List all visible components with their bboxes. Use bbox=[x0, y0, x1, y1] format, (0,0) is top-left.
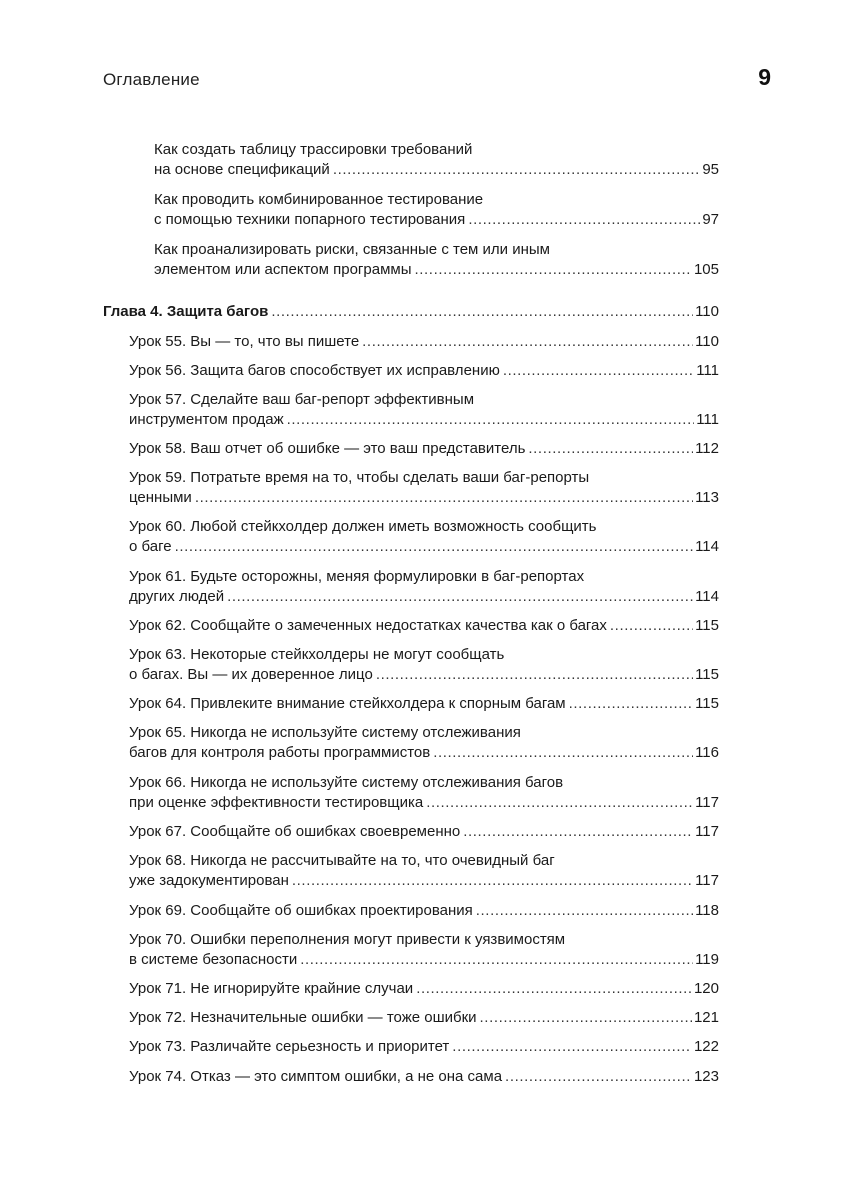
running-head-title: Оглавление bbox=[103, 70, 200, 89]
toc-entry-text: на основе спецификаций bbox=[154, 161, 330, 178]
toc-entry-text: элементом или аспектом программы bbox=[154, 261, 412, 278]
toc-entry[interactable] bbox=[129, 468, 719, 508]
toc-chapter-entry[interactable] bbox=[103, 302, 719, 322]
toc-page-number: 117 bbox=[695, 823, 719, 840]
toc-page-number: 116 bbox=[695, 744, 719, 761]
toc-entry-text: Урок 60. Любой стейкхолдер должен иметь возможность сообщить bbox=[129, 518, 597, 535]
toc-entry-text: Урок 72. Незначительные ошибки — тоже ошибки bbox=[129, 1009, 477, 1026]
toc-entry[interactable] bbox=[129, 332, 719, 352]
toc-entry[interactable] bbox=[129, 979, 719, 999]
dot-leader bbox=[227, 587, 693, 607]
toc-page-number: 115 bbox=[695, 666, 719, 683]
toc-page-number: 121 bbox=[693, 1009, 719, 1026]
toc-entry-text: Как создать таблицу трассировки требований bbox=[154, 141, 473, 158]
toc-entry-text: ценными bbox=[129, 489, 192, 506]
toc-page-number: 110 bbox=[695, 333, 719, 350]
toc-page-number: 110 bbox=[695, 303, 719, 320]
toc-entry-text: Урок 67. Сообщайте об ошибках своевременно bbox=[129, 823, 461, 840]
toc-entry-text: Урок 56. Защита багов способствует их исправлению bbox=[129, 362, 500, 379]
dot-leader bbox=[271, 302, 693, 322]
toc-page-number: 118 bbox=[695, 902, 719, 919]
toc-entry[interactable] bbox=[129, 723, 719, 763]
toc-entry-text: Как проанализировать риски, связанные с тем или иным bbox=[154, 241, 550, 258]
dot-leader bbox=[569, 694, 693, 714]
toc-entry-text: Урок 59. Потратьте время на то, чтобы сделать ваши баг-репорты bbox=[129, 469, 590, 486]
toc-entry[interactable] bbox=[129, 901, 719, 921]
toc-page-number: 111 bbox=[696, 411, 719, 428]
dot-leader bbox=[292, 871, 693, 891]
toc-page-number: 114 bbox=[695, 538, 719, 555]
toc-entry-text: Урок 55. Вы — то, что вы пишете bbox=[129, 333, 360, 350]
toc-entry[interactable] bbox=[129, 1037, 719, 1057]
toc-page-number: 117 bbox=[695, 794, 719, 811]
toc-entry[interactable] bbox=[129, 773, 719, 813]
dot-leader bbox=[433, 743, 693, 763]
toc-entry[interactable] bbox=[129, 822, 719, 842]
toc-page-number: 113 bbox=[695, 489, 719, 506]
toc-entry-text: Урок 58. Ваш отчет об ошибке — это ваш представитель bbox=[129, 440, 526, 457]
toc-page-number: 123 bbox=[693, 1068, 719, 1085]
dot-leader bbox=[416, 979, 692, 999]
toc-entry-text: о баге bbox=[129, 538, 172, 555]
dot-leader bbox=[376, 665, 693, 685]
toc-entry[interactable] bbox=[129, 1067, 719, 1087]
toc-page-number: 97 bbox=[702, 211, 719, 228]
dot-leader bbox=[463, 822, 693, 842]
toc-page-number: 122 bbox=[693, 1038, 719, 1055]
toc-entry[interactable] bbox=[129, 616, 719, 636]
toc-entry-text: Урок 63. Некоторые стейкхолдеры не могут сообщать bbox=[129, 646, 505, 663]
toc-page-number: 95 bbox=[702, 161, 719, 178]
toc-entry-text: инструментом продаж bbox=[129, 411, 284, 428]
toc-entry[interactable] bbox=[129, 851, 719, 891]
toc-entry-text: уже задокументирован bbox=[129, 872, 289, 889]
toc-entry[interactable] bbox=[129, 439, 719, 459]
toc-entry-text: других людей bbox=[129, 588, 225, 605]
dot-leader bbox=[415, 260, 692, 280]
dot-leader bbox=[505, 1067, 692, 1087]
dot-leader bbox=[333, 160, 701, 180]
dot-leader bbox=[610, 616, 693, 636]
toc-entry-text: о багах. Вы — их доверенное лицо bbox=[129, 666, 373, 683]
dot-leader bbox=[476, 901, 693, 921]
toc-page-number: 114 bbox=[695, 588, 719, 605]
toc-entry[interactable] bbox=[154, 140, 719, 180]
toc-entry-text: Урок 64. Привлеките внимание стейкхолдера к спорным багам bbox=[129, 695, 566, 712]
dot-leader bbox=[175, 537, 693, 557]
toc-page-number: 112 bbox=[695, 440, 719, 457]
toc-entry-text: Урок 73. Различайте серьезность и приоритет bbox=[129, 1038, 450, 1055]
dot-leader bbox=[452, 1037, 692, 1057]
toc-entry-text: при оценке эффективности тестировщика bbox=[129, 794, 424, 811]
dot-leader bbox=[503, 361, 694, 381]
dot-leader bbox=[528, 439, 693, 459]
toc-page-number: 120 bbox=[693, 980, 719, 997]
toc-entry[interactable] bbox=[129, 1008, 719, 1028]
dot-leader bbox=[468, 210, 700, 230]
dot-leader bbox=[300, 950, 693, 970]
toc-entry-text: Урок 69. Сообщайте об ошибках проектирования bbox=[129, 902, 473, 919]
toc-entry[interactable] bbox=[129, 390, 719, 430]
toc-entry-text: Урок 61. Будьте осторожны, меняя формулировки в баг-репортах bbox=[129, 568, 585, 585]
toc-page-number: 105 bbox=[693, 261, 719, 278]
toc-entry[interactable] bbox=[154, 190, 719, 230]
toc-entry[interactable] bbox=[129, 361, 719, 381]
dot-leader bbox=[426, 793, 693, 813]
toc-entry-text: Как проводить комбинированное тестирование bbox=[154, 191, 484, 208]
dot-leader bbox=[287, 410, 695, 430]
toc-entry-text: Урок 71. Не игнорируйте крайние случаи bbox=[129, 980, 414, 997]
dot-leader bbox=[362, 332, 693, 352]
toc-page-number: 117 bbox=[695, 872, 719, 889]
toc-entry-text: Урок 68. Никогда не рассчитывайте на то, что очевидный баг bbox=[129, 852, 555, 869]
chapter-title: Глава 4. Защита багов bbox=[103, 303, 269, 320]
toc-entry-text: с помощью техники попарного тестирования bbox=[154, 211, 466, 228]
toc-entry-text: Урок 70. Ошибки переполнения могут привести к уязвимостям bbox=[129, 931, 566, 948]
toc-entry-text: в системе безопасности bbox=[129, 951, 298, 968]
toc-entry[interactable] bbox=[129, 517, 719, 557]
toc-entry-text: Урок 62. Сообщайте о замеченных недостатках качества как о багах bbox=[129, 617, 607, 634]
toc-page-number: 115 bbox=[695, 695, 719, 712]
toc-entry[interactable] bbox=[129, 930, 719, 970]
toc-page-number: 111 bbox=[696, 362, 719, 379]
toc-entry-text: Урок 65. Никогда не используйте систему отслеживания bbox=[129, 724, 521, 741]
page-number: 9 bbox=[758, 64, 771, 90]
dot-leader bbox=[195, 488, 693, 508]
toc-page-number: 115 bbox=[695, 617, 719, 634]
toc-entry[interactable] bbox=[129, 645, 719, 685]
dot-leader bbox=[480, 1008, 692, 1028]
toc-entry-text: Урок 57. Сделайте ваш баг-репорт эффективным bbox=[129, 391, 475, 408]
toc-entry-text: багов для контроля работы программистов bbox=[129, 744, 431, 761]
toc-entry[interactable] bbox=[129, 567, 719, 607]
toc-entry-text: Урок 66. Никогда не используйте систему отслеживания багов bbox=[129, 774, 564, 791]
toc-entry-text: Урок 74. Отказ — это симптом ошибки, а не она сама bbox=[129, 1068, 503, 1085]
toc-entry[interactable] bbox=[154, 240, 719, 280]
toc-entry[interactable] bbox=[129, 694, 719, 714]
toc-page-number: 119 bbox=[695, 951, 719, 968]
